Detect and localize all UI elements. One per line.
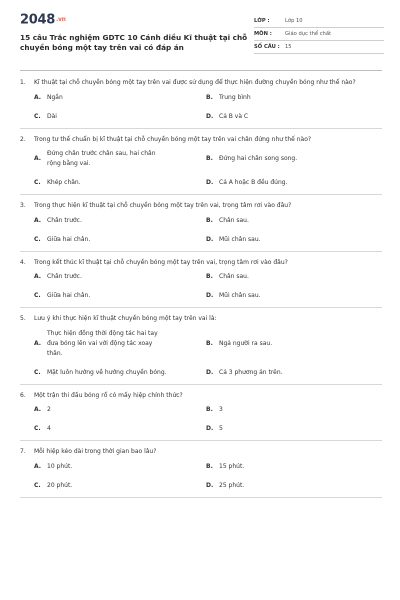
option-letter: A.: [34, 406, 42, 413]
option-text: Giữa hai chân.: [47, 235, 91, 243]
option-letter: C.: [34, 425, 41, 432]
question-number: 7.: [20, 448, 26, 455]
answer-option[interactable]: [206, 405, 382, 415]
question-stem: [20, 258, 382, 269]
brand-block: [20, 12, 250, 54]
option-text: Ngả người ra sau.: [219, 339, 273, 347]
option-letter: A.: [34, 462, 42, 470]
question-text: Mỗi hiệp kéo dài trong thời gian bao lâu?: [34, 448, 157, 455]
question-text: Trong tư thế chuẩn bị kĩ thuật tại chỗ chuyền bóng một tay trên vai chân đứng như thế nào?: [34, 135, 312, 143]
answer-option[interactable]: [34, 329, 206, 359]
option-letter: C.: [34, 368, 41, 376]
question-text: Trong thực hiện kĩ thuật tại chỗ chuyền bóng một tay trên vai, trọng tâm rơi vào đâu?: [34, 202, 292, 209]
option-text: Ngắn: [47, 93, 63, 101]
option-text: Trung bình: [219, 93, 251, 101]
question-number: 5.: [20, 315, 26, 322]
answer-option[interactable]: [206, 368, 382, 378]
option-text: Chân sau.: [219, 273, 249, 280]
question-number: 4.: [20, 258, 26, 266]
option-text: 2: [47, 406, 51, 413]
option-letter: D.: [206, 112, 214, 120]
meta-key: LỚP :: [254, 17, 270, 24]
answer-options: [20, 149, 382, 188]
option-letter: C.: [34, 292, 41, 299]
answer-option[interactable]: [206, 178, 382, 188]
option-letter: D.: [206, 292, 214, 299]
answer-option[interactable]: [206, 93, 382, 103]
meta-value: Giáo dục thể chất: [285, 30, 332, 37]
answer-options: [20, 405, 382, 434]
answer-option[interactable]: [206, 235, 382, 245]
question-stem: [20, 391, 382, 402]
option-letter: B.: [206, 462, 213, 470]
option-letter: D.: [206, 235, 214, 243]
question-item: [20, 252, 382, 309]
answer-option[interactable]: [206, 272, 382, 282]
option-text: Mặt luôn hướng về hướng chuyền bóng.: [47, 368, 167, 376]
option-text: 4: [47, 425, 51, 432]
answer-option[interactable]: [206, 112, 382, 122]
meta-key: MÔN :: [254, 30, 272, 37]
answer-option[interactable]: [34, 149, 206, 169]
header-divider: [20, 70, 382, 71]
answer-option[interactable]: [34, 405, 206, 415]
option-text: Cả A hoặc B đều đúng.: [219, 179, 288, 186]
option-letter: C.: [34, 179, 41, 186]
option-text: Chân trước.: [47, 216, 82, 224]
document-meta: [254, 15, 384, 54]
option-letter: C.: [34, 112, 41, 120]
option-letter: B.: [206, 155, 213, 162]
option-letter: B.: [206, 93, 213, 101]
question-item: [20, 385, 382, 442]
question-stem: [20, 314, 382, 325]
answer-option[interactable]: [34, 462, 206, 472]
question-item: [20, 308, 382, 385]
question-stem: [20, 78, 382, 89]
option-letter: D.: [206, 368, 214, 376]
option-letter: B.: [206, 406, 213, 413]
question-stem: [20, 447, 382, 458]
answer-option[interactable]: [34, 93, 206, 103]
option-text: Mũi chân sau.: [219, 235, 261, 243]
answer-options: [20, 329, 382, 378]
answer-options: [20, 93, 382, 122]
option-letter: A.: [34, 155, 42, 162]
option-letter: C.: [34, 481, 41, 489]
question-item: [20, 78, 382, 129]
option-text: Chân sau.: [219, 216, 249, 224]
option-text: Dài: [47, 112, 57, 120]
option-text: 15 phút.: [219, 462, 245, 470]
answer-option[interactable]: [206, 291, 382, 301]
option-letter: A.: [34, 273, 42, 280]
option-letter: D.: [206, 425, 214, 432]
answer-option[interactable]: [206, 216, 382, 226]
option-text: Đứng hai chân song song.: [219, 155, 298, 162]
option-text: 10 phút.: [47, 462, 73, 470]
option-text: Chân trước.: [47, 273, 82, 280]
option-text: Mũi chân sau.: [219, 292, 261, 299]
option-letter: D.: [206, 179, 214, 186]
answer-option[interactable]: [34, 481, 206, 491]
option-letter: B.: [206, 339, 213, 347]
option-letter: A.: [34, 216, 42, 224]
answer-option[interactable]: [34, 112, 206, 122]
question-number: 1.: [20, 79, 26, 86]
answer-option[interactable]: [206, 481, 382, 491]
answer-option[interactable]: [34, 291, 206, 301]
logo-sub: .vn: [55, 16, 66, 23]
question-list: [20, 78, 382, 498]
document-title: 15 câu Trắc nghiệm GDTC 10 Cánh diều Kĩ thuật tại chỗ chuyền bóng một tay trên vai có đáp án: [20, 32, 248, 52]
question-stem: [20, 135, 382, 146]
meta-row: [254, 41, 384, 54]
answer-option[interactable]: [206, 424, 382, 434]
answer-option[interactable]: [206, 329, 382, 359]
answer-option[interactable]: [34, 424, 206, 434]
document-header: [20, 12, 384, 70]
question-text: Lưu ý khi thực hiện kĩ thuật chuyền bóng một tay trên vai là:: [34, 315, 217, 322]
option-letter: D.: [206, 481, 214, 489]
option-text: Thực hiện đồng thời động tác hai tay đưa bóng lên vai với động tác xoay thân.: [47, 329, 158, 357]
meta-value: Lớp 10: [285, 17, 303, 24]
question-item: [20, 441, 382, 498]
option-text: Đứng chân trước chân sau, hai chân rộng bằng vai.: [47, 150, 156, 167]
option-text: 5: [219, 425, 223, 432]
answer-option[interactable]: [34, 272, 206, 282]
option-letter: C.: [34, 235, 41, 243]
option-text: 3: [219, 406, 223, 413]
question-stem: [20, 201, 382, 212]
option-text: 20 phút.: [47, 481, 73, 489]
answer-options: [20, 462, 382, 491]
meta-row: [254, 15, 384, 28]
answer-option[interactable]: [34, 178, 206, 188]
question-text: Một trận thi đấu bóng rổ có mấy hiệp chính thức?: [34, 391, 183, 399]
answer-options: [20, 216, 382, 245]
option-text: Giữa hai chân.: [47, 292, 91, 299]
option-text: Cả B và C: [219, 112, 249, 120]
answer-option[interactable]: [34, 216, 206, 226]
option-letter: A.: [34, 93, 42, 101]
option-letter: B.: [206, 273, 213, 280]
meta-row: [254, 28, 384, 41]
answer-option[interactable]: [34, 368, 206, 378]
question-text: Kĩ thuật tại chỗ chuyền bóng một tay trên vai được sử dụng để thực hiện đường chuyền bóng như thế nào?: [34, 79, 356, 86]
option-letter: A.: [34, 339, 42, 347]
question-item: [20, 195, 382, 252]
site-logo[interactable]: [20, 12, 250, 29]
question-number: 2.: [20, 135, 26, 143]
meta-key: SỐ CÂU :: [254, 43, 280, 50]
option-text: Cả 3 phương án trên.: [219, 368, 283, 376]
question-text: Trong kết thúc kĩ thuật tại chỗ chuyền bóng một tay trên vai, trọng tâm rơi vào đâu?: [34, 258, 288, 266]
question-item: [20, 129, 382, 196]
option-letter: B.: [206, 216, 213, 224]
question-number: 3.: [20, 202, 26, 209]
logo-main: 2048: [20, 12, 55, 28]
question-number: 6.: [20, 391, 26, 399]
option-text: Khép chân.: [47, 179, 81, 186]
answer-option[interactable]: [206, 462, 382, 472]
option-text: 25 phút.: [219, 481, 245, 489]
meta-value: 15: [285, 43, 292, 50]
answer-option[interactable]: [34, 235, 206, 245]
answer-options: [20, 272, 382, 301]
answer-option[interactable]: [206, 149, 382, 169]
